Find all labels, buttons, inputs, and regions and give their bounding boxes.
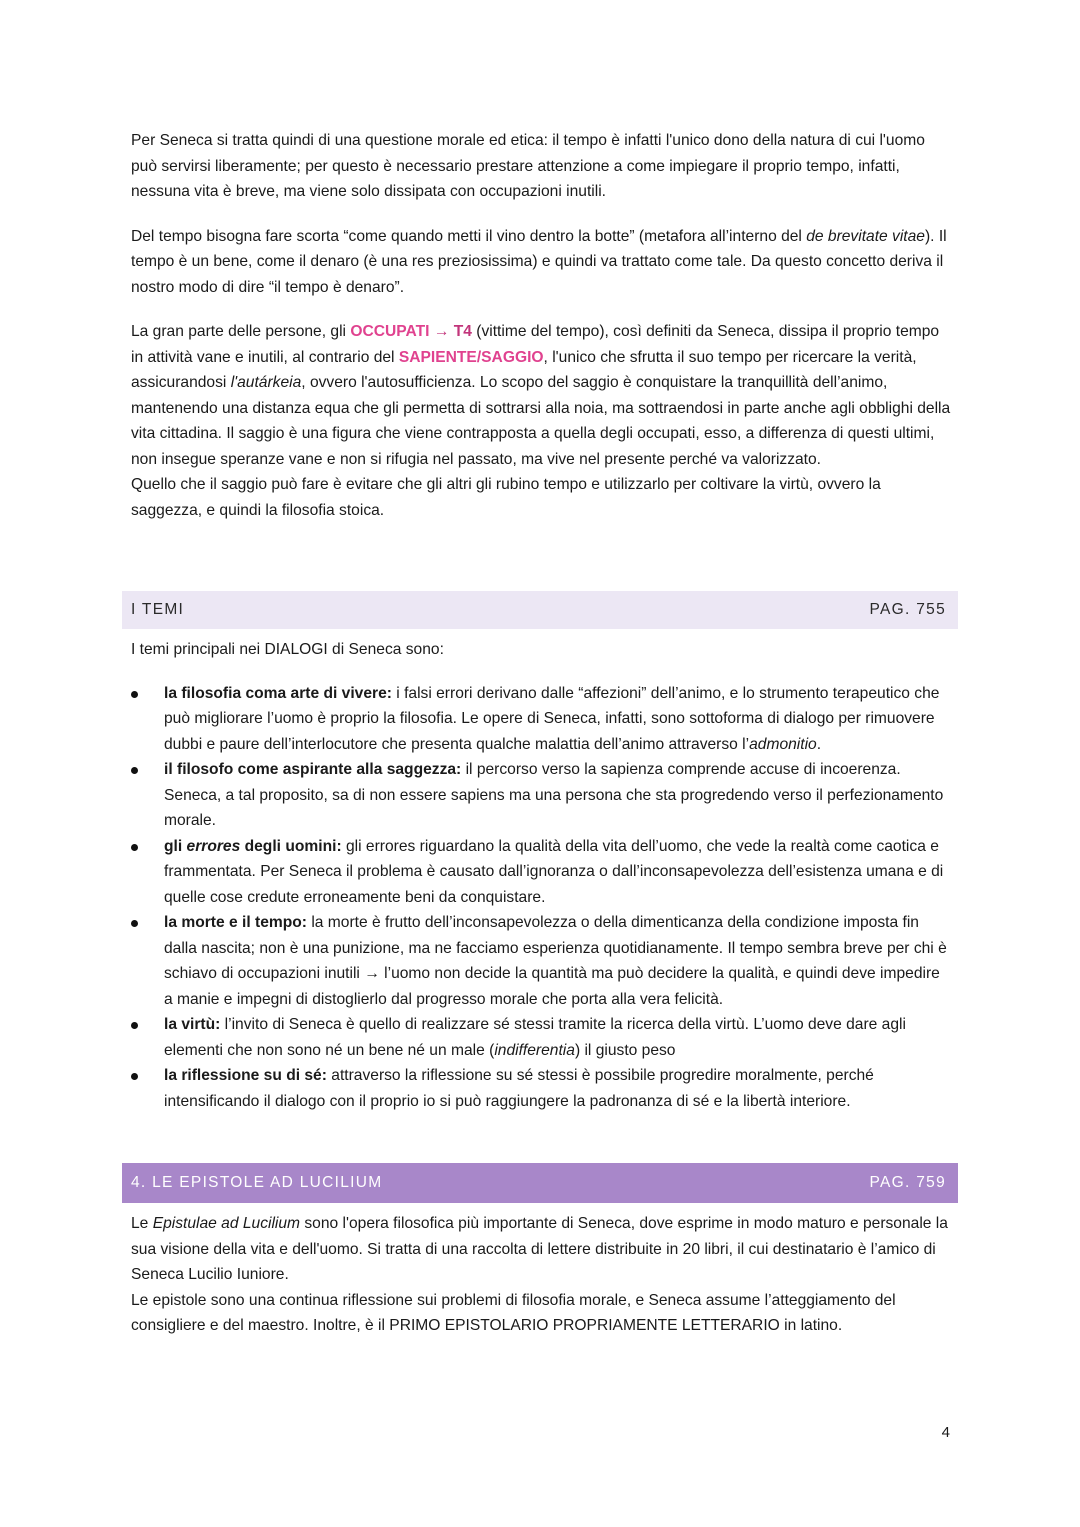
list-item: la morte e il tempo: la morte è frutto dell’inconsapevolezza o della dimenticanza della condizione imposta fin dalla nascita; non è una punizione, ma ne facciamo esperienza quotidianamente. Il tempo sembra breve per chi è schiavo di occupazioni inutili → l’uomo non decide la quantità ma può decidere la qualità, e quindi deve impedire a manie e impegni di distoglierlo dal progresso morale che porta alla vera felicità. — [131, 910, 951, 1012]
italic-de-brevitate-vitae: de brevitate vitae — [806, 227, 925, 245]
sapiente-highlight: SAPIENTE/SAGGIO — [398, 348, 544, 366]
list-item: la virtù: l’invito di Seneca è quello di realizzare sé stessi tramite la ricerca della virtù. L’uomo deve dare agli elementi che non sono né un bene né un male (indifferentia) il giusto peso — [131, 1012, 951, 1063]
epistole-block — [131, 1211, 951, 1339]
temi-intro: I temi principali nei DIALOGI di Seneca sono: — [131, 641, 444, 658]
t4-reference: T4 — [453, 323, 472, 340]
intro-block — [131, 128, 951, 523]
italic-autarkeia: l'autárkeia — [230, 374, 302, 391]
section-page-ref: PAG. 755 — [869, 601, 946, 619]
bullet-icon — [131, 1073, 138, 1080]
temi-block — [131, 637, 951, 1114]
intro-paragraph-1: Per Seneca si tratta quindi di una questione morale ed etica: il tempo è infatti l'unico dono della natura di cui l'uomo può servirsi liberamente; per questo è necessario prestare attenzione a come impiegare il proprio tempo, infatti, nessuna vita è breve, ma viene solo dissipata con occupazioni inutili. — [131, 132, 925, 200]
bullet-icon — [131, 1022, 138, 1029]
intro-paragraph-2: Del tempo bisogna fare scorta “come quando metti il vino dentro la botte” (metafora all’interno del de brevitate vitae). Il tempo è un bene, come il denaro (è una res preziosissima) e quindi va trattato come tale. Da questo concetto deriva il nostro modo di dire “il tempo è denaro”. — [131, 227, 947, 296]
section-page-ref: PAG. 759 — [869, 1174, 946, 1192]
intro-paragraph-3: La gran parte delle persone, gli OCCUPATI → T4 (vittime del tempo), così definiti da Seneca, dissipa il proprio tempo in attività vane e inutili, al contrario del SAPIENTE/SAGGIO, l'unico che sfrutta il suo tempo per ricercare la verità, assicurandosi l'autárkeia, ovvero l'autosufficienza. Lo scopo del saggio è conquistare la tranquillità dell’animo, mantenendo una distanza equa che gli permetta di sottrarsi alla noia, ma sottraendosi in parte anche agli obblighi della vita cittadina. Il saggio è una figura che viene contrapposta a quella degli occupati, esso, a differenza di questi ultimi, non insegue speranze vane e non si rifugia nel passato, ma vive nel presente perché va valorizzato. — [131, 323, 951, 468]
section-title: I TEMI — [131, 601, 185, 619]
list-item: la filosofia coma arte di vivere: i falsi errori derivano dalle “affezioni” dell’animo, e lo strumento terapeutico che può migliorare l’uomo è proprio la filosofia. Le opere di Seneca, infatti, sono sottoforma di dialogo per rimuovere dubbi e paure dell’interlocutore che presenta qualche malattia dell’animo attraverso l’admonitio. — [131, 681, 951, 758]
occupati-highlight: OCCUPATI — [350, 323, 430, 340]
section-header-epistole — [122, 1163, 958, 1203]
section-title: 4. LE EPISTOLE AD LUCILIUM — [131, 1174, 383, 1192]
temi-list — [131, 681, 951, 1115]
epistole-paragraph-1: Le Epistulae ad Lucilium sono l'opera filosofica più importante di Seneca, dove esprime in modo maturo e personale la sua visione della vita e dell'uomo. Si tratta di una raccolta di lettere distribuite in 20 libri, il cui destinatario è l’amico di Seneca Lucilio Iuniore. — [131, 1215, 948, 1283]
section-header-temi — [122, 591, 958, 629]
arrow-right-icon: → — [429, 323, 454, 340]
list-item: il filosofo come aspirante alla saggezza: il percorso verso la sapienza comprende accuse di incoerenza. Seneca, a tal proposito, sa di non essere sapiens ma una persona che sta progredendo verso il perfezionamento morale. — [131, 757, 951, 834]
epistole-paragraph-2: Le epistole sono una continua riflessione sui problemi di filosofia morale, e Seneca assume l’atteggiamento del consigliere e del maestro. Inoltre, è il PRIMO EPISTOLARIO PROPRIAMENTE LETTERARIO in latino. — [131, 1291, 896, 1334]
list-item: gli errores degli uomini: gli errores riguardano la qualità della vita dell’uomo, che vede la realtà come caotica e frammentata. Per Seneca il problema è causato dall’ignoranza o dall’inconsapevolezza dell’esistenza umana e di quelle cose credute erroneamente beni da conquistare. — [131, 834, 951, 911]
bullet-icon — [131, 691, 138, 698]
bullet-icon — [131, 767, 138, 774]
page-number: 4 — [941, 1424, 950, 1441]
list-item: la riflessione su di sé: attraverso la riflessione su sé stessi è possibile progredire moralmente, perché intensificando il dialogo con il proprio io si può raggiungere la padronanza di sé e la libertà interiore. — [131, 1063, 951, 1114]
bullet-icon — [131, 920, 138, 927]
italic-epistulae: Epistulae ad Lucilium — [152, 1215, 301, 1232]
intro-paragraph-4: Quello che il saggio può fare è evitare che gli altri gli rubino tempo e utilizzarlo per coltivare la virtù, ovvero la saggezza, e quindi la filosofia stoica. — [131, 476, 881, 519]
bullet-icon — [131, 844, 138, 851]
